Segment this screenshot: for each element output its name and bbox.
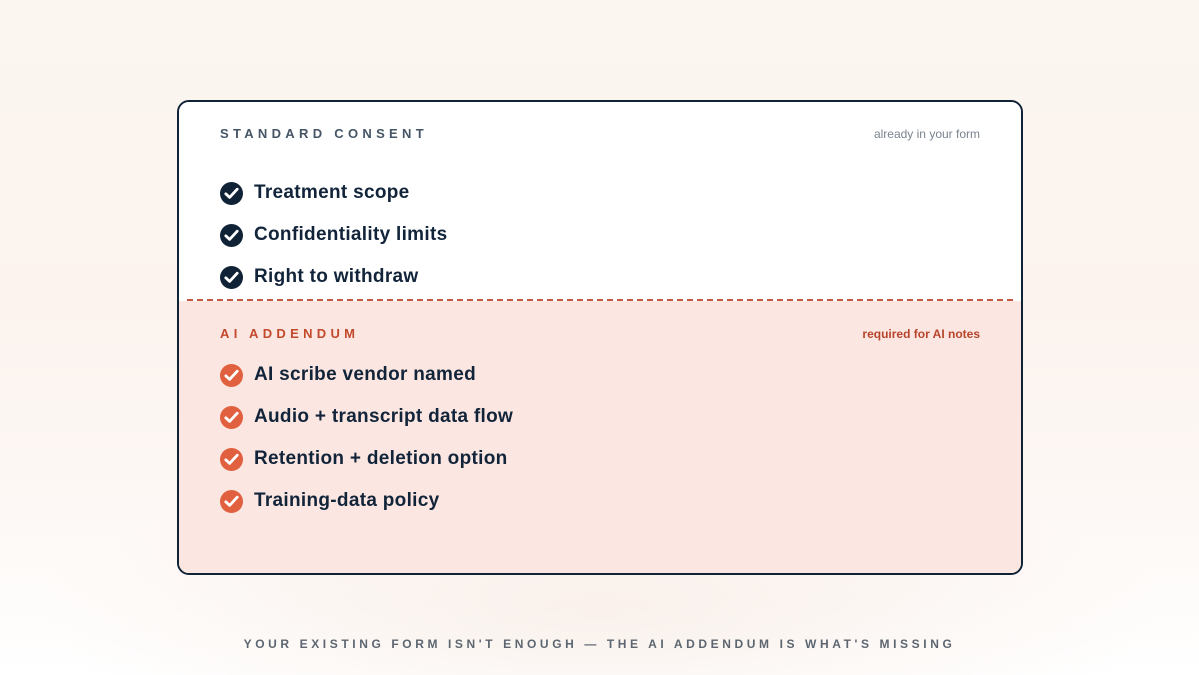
list-item-label: Retention + deletion option [254,448,508,469]
ai-addendum-section [179,301,1021,573]
check-circle-icon [220,364,243,387]
list-item-label: Treatment scope [254,182,410,203]
check-circle-icon [220,182,243,205]
standard-consent-list [220,172,980,298]
list-item [220,256,980,298]
ai-addendum-list [220,354,980,522]
ai-addendum-title: AI ADDENDUM [220,326,360,341]
list-item [220,214,980,256]
check-circle-icon [220,448,243,471]
standard-consent-header [220,126,980,141]
list-item [220,396,980,438]
standard-consent-note: already in your form [873,126,980,141]
consent-comparison-card [177,100,1023,575]
check-circle-icon [220,406,243,429]
standard-consent-section [179,102,1021,301]
list-item [220,480,980,522]
ai-addendum-note: required for AI notes [862,326,980,341]
check-circle-icon [220,266,243,289]
list-item-label: AI scribe vendor named [254,364,477,385]
list-item [220,172,980,214]
standard-consent-title: STANDARD CONSENT [220,126,428,141]
list-item [220,354,980,396]
ai-addendum-header [220,326,980,341]
list-item-label: Training-data policy [254,490,440,511]
list-item [220,438,980,480]
list-item-label: Confidentiality limits [254,224,448,245]
check-circle-icon [220,490,243,513]
check-circle-icon [220,224,243,247]
list-item-label: Right to withdraw [254,266,419,287]
list-item-label: Audio + transcript data flow [254,406,514,427]
footer-caption: YOUR EXISTING FORM ISN'T ENOUGH — THE AI ADDENDUM IS WHAT'S MISSING [243,637,956,651]
